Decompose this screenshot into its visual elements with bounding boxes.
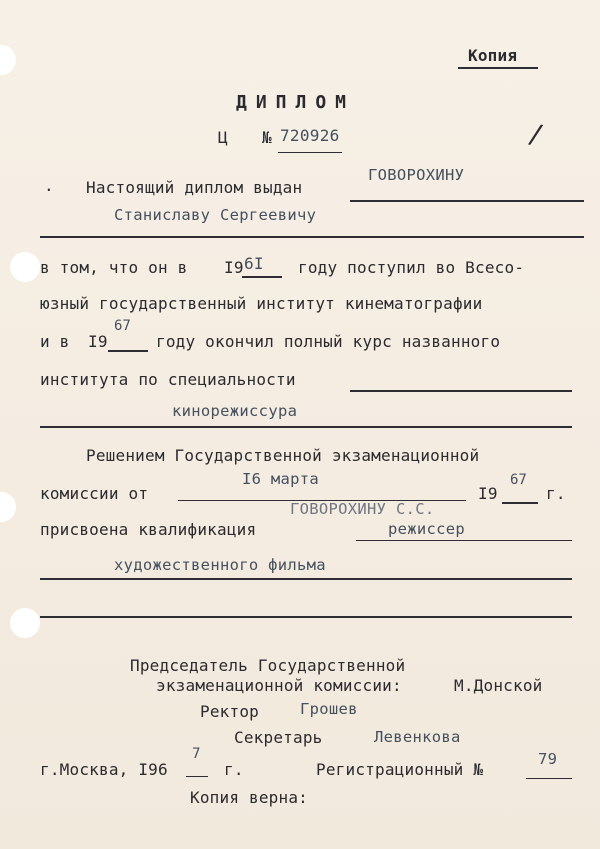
entry-year-line <box>242 276 282 278</box>
name-line <box>40 236 584 238</box>
bullet-dot: . <box>44 176 54 195</box>
city-prefix: г.Москва, I96 <box>40 760 168 779</box>
line2-text: юзный государственный институт кинематографии <box>40 294 483 313</box>
surname-line <box>350 200 584 202</box>
line1-suffix: году поступил во Всесо- <box>298 258 525 277</box>
line3-year-prefix: I9 <box>88 332 108 351</box>
line1-prefix: в том, что он в <box>40 258 188 277</box>
registration-number: 79 <box>538 750 558 768</box>
diploma-number: 720926 <box>280 126 340 145</box>
margin-mark: / <box>525 119 546 151</box>
recipient-surname: ГОВОРОХИНУ <box>368 166 465 184</box>
chairman-title-2: экзаменационной комиссии: <box>156 676 402 695</box>
copy-label: Копия <box>468 46 518 65</box>
issued-text: Настоящий диплом выдан <box>86 178 303 197</box>
city-suffix: г. <box>224 760 244 779</box>
number-sign: № <box>262 128 272 147</box>
line3-prefix: и в <box>40 332 70 351</box>
qualification-value-1: режиссер <box>388 520 466 538</box>
chairman-title-1: Председатель Государственной <box>130 656 406 675</box>
commission-date: I6 марта <box>242 470 320 488</box>
specialty-line-2 <box>40 426 572 428</box>
registration-label: Регистрационный № <box>316 760 484 779</box>
graduation-year: 67 <box>114 318 131 334</box>
number-underline <box>278 152 342 153</box>
qualification-value-2: художественного фильма <box>114 556 326 574</box>
secretary-label: Секретарь <box>234 728 323 747</box>
commission-year-line <box>502 502 538 504</box>
punch-hole-lower <box>0 492 16 522</box>
document-year: 7 <box>192 746 201 762</box>
punch-hole-bottom <box>10 608 40 638</box>
punch-hole-middle <box>10 252 40 282</box>
document-year-line <box>186 776 208 777</box>
commission-prefix: комиссии от <box>40 484 149 503</box>
awardee-name: ГОВОРОХИНУ С.С. <box>290 500 435 518</box>
chairman-name: М.Донской <box>454 676 543 695</box>
registration-line <box>526 778 572 779</box>
diploma-title: ДИПЛОМ <box>236 92 356 113</box>
blank-line <box>40 616 572 618</box>
qualification-text: присвоена квалификация <box>40 520 257 539</box>
copy-verified: Копия верна: <box>190 788 308 807</box>
punch-hole-top <box>0 45 16 75</box>
commission-year-prefix: I9 <box>478 484 498 503</box>
rector-name: Грошев <box>300 700 358 718</box>
recipient-given-names: Станиславу Сергеевичу <box>114 206 317 224</box>
rector-label: Ректор <box>200 702 259 721</box>
graduation-year-line <box>108 350 148 352</box>
decision-text: Решением Государственной экзаменационной <box>86 446 480 465</box>
specialty-line-1 <box>350 390 572 392</box>
line1-year-prefix: I9 <box>224 258 244 277</box>
series-label: Ц <box>218 128 228 147</box>
qualification-line-2 <box>40 578 572 580</box>
entry-year: 6I <box>244 254 264 273</box>
commission-year: 67 <box>510 472 527 488</box>
commission-suffix: г. <box>546 484 566 503</box>
copy-underline <box>458 67 538 69</box>
qualification-line-1 <box>356 540 572 541</box>
specialty-value: кинорежиссура <box>172 402 298 420</box>
line3-suffix: году окончил полный курс названного <box>156 332 501 351</box>
secretary-name: Левенкова <box>374 728 461 746</box>
line4-text: института по специальности <box>40 370 296 389</box>
